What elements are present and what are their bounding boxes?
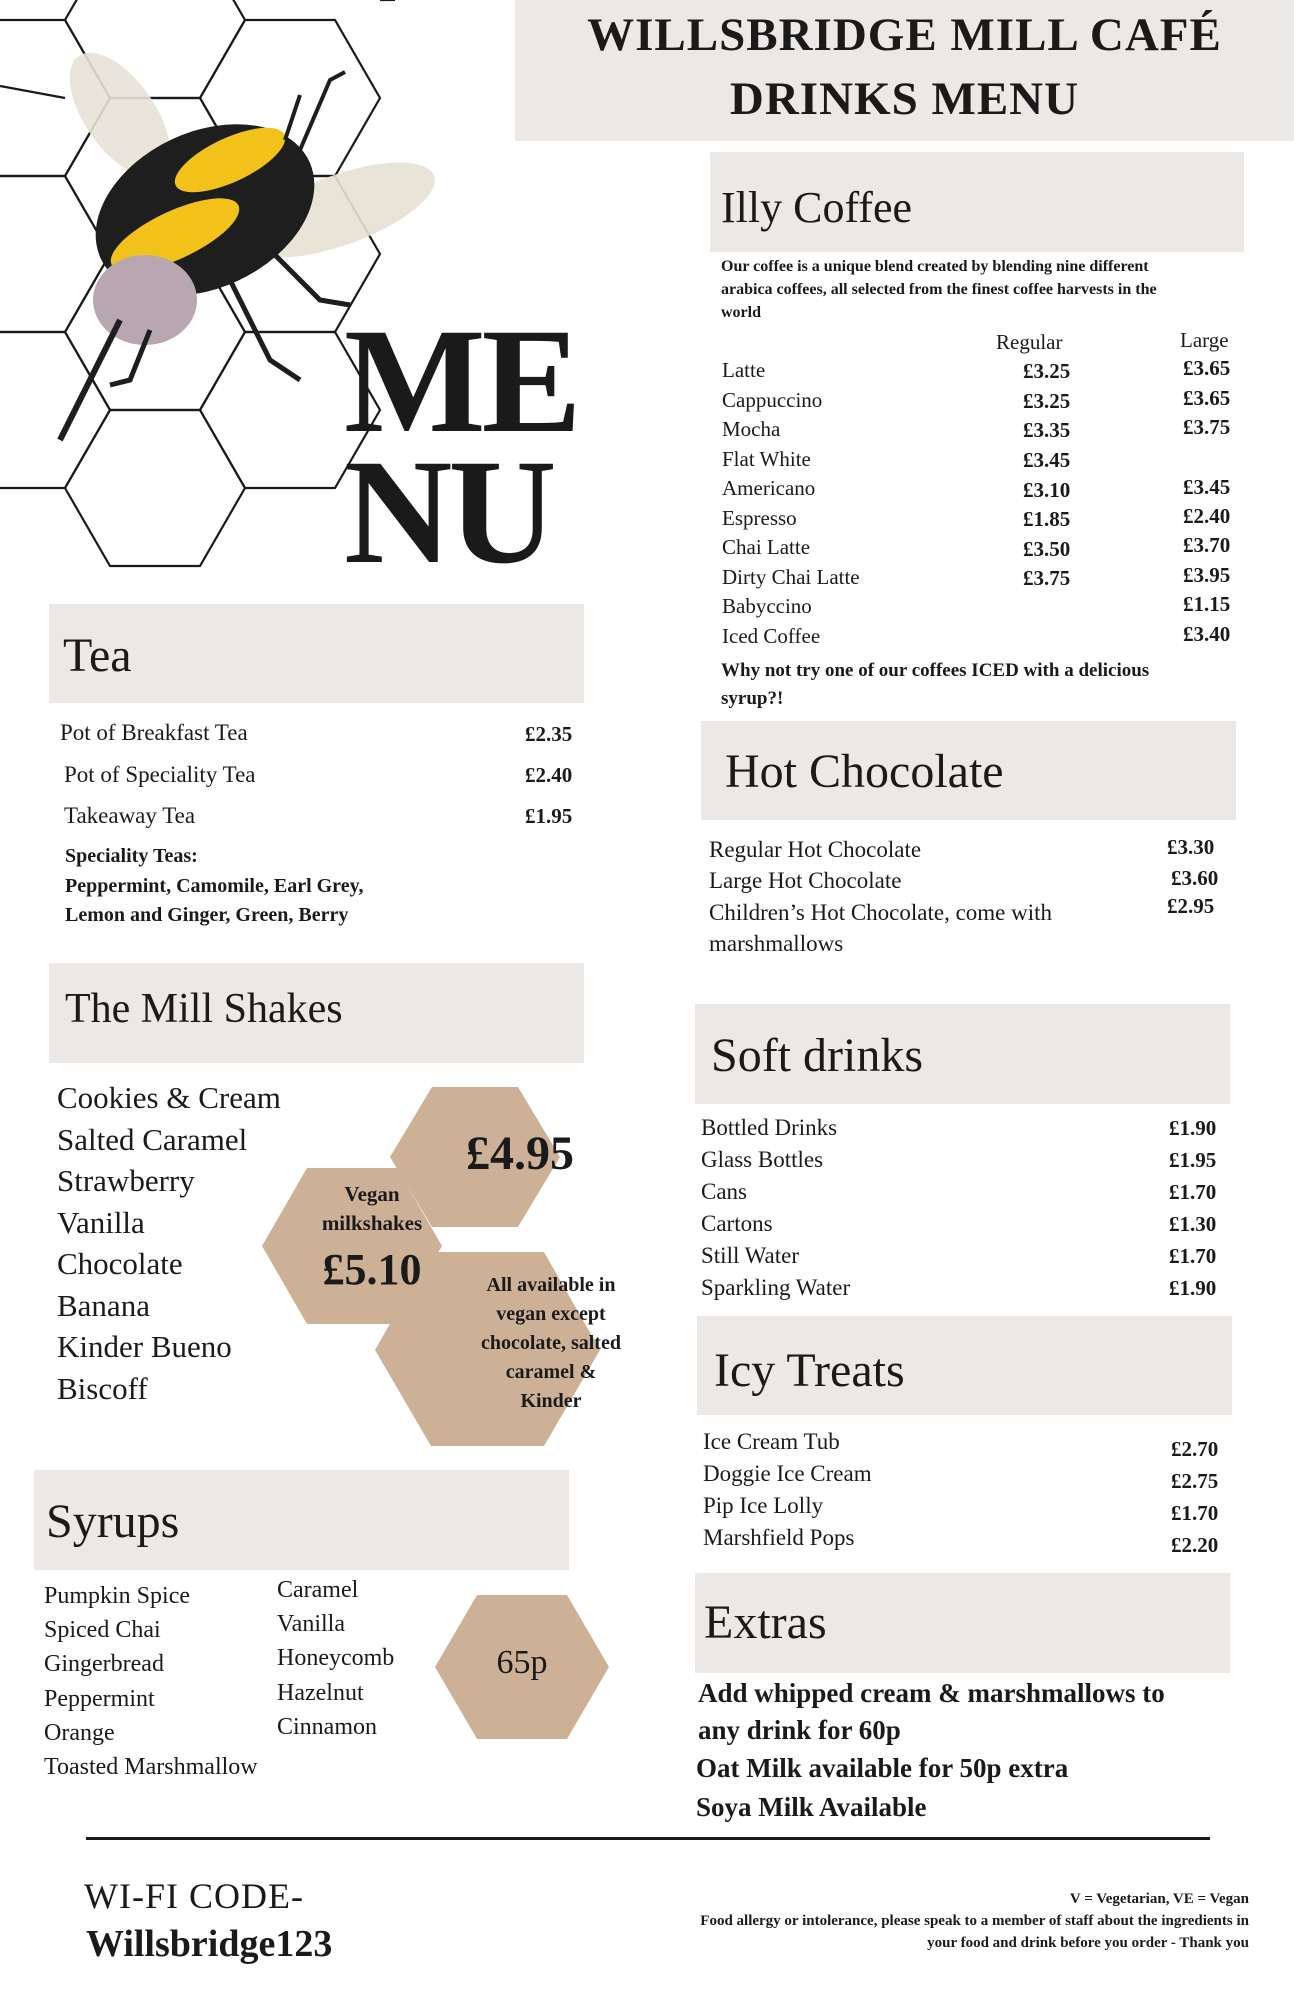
soft-drink-item: Cartons — [701, 1211, 773, 1236]
soft-drink-price: £1.70 — [1169, 1244, 1217, 1268]
coffee-title: Illy Coffee — [721, 183, 913, 232]
extras-line-4: Soya Milk Available — [696, 1792, 927, 1822]
shake-item: Banana — [57, 1288, 150, 1323]
hot-chocolate-price: £3.60 — [1171, 866, 1219, 890]
coffee-item-large: £3.45 — [1183, 475, 1231, 499]
footer-divider — [86, 1837, 1210, 1840]
coffee-item-regular: £3.10 — [1023, 478, 1071, 502]
coffee-item-regular: £3.45 — [1023, 448, 1071, 472]
coffee-item-name: Americano — [722, 476, 816, 500]
syrup-item: Peppermint — [44, 1686, 155, 1712]
diet-legend: V = Vegetarian, VE = Vegan — [1069, 1891, 1249, 1907]
vegan-note-4: caramel & — [505, 1361, 597, 1383]
coffee-item-large: £3.65 — [1183, 386, 1231, 410]
shake-price: £4.95 — [466, 1127, 574, 1180]
hot-chocolate-item-cont: marshmallows — [709, 931, 844, 956]
hero-me: ME — [344, 298, 578, 464]
header-band — [515, 0, 1294, 141]
shake-item: Salted Caramel — [57, 1122, 248, 1157]
specialty-label: Speciality Teas: — [65, 845, 198, 867]
tea-item-name: Pot of Breakfast Tea — [60, 720, 248, 745]
coffee-item-regular: £3.75 — [1023, 566, 1071, 590]
coffee-item-name: Latte — [722, 358, 766, 382]
hot-chocolate-item: Regular Hot Chocolate — [709, 837, 922, 862]
coffee-item-large: £1.15 — [1183, 592, 1231, 616]
icy-item: Ice Cream Tub — [703, 1429, 840, 1454]
soft-drink-price: £1.30 — [1169, 1212, 1217, 1236]
soft-drink-item: Bottled Drinks — [701, 1115, 838, 1140]
soft-drinks-title: Soft drinks — [711, 1029, 924, 1082]
coffee-desc-2: arabica coffees, all selected from the finest coffee harvests in the — [721, 281, 1157, 298]
coffee-item-name: Babyccino — [722, 594, 812, 618]
soft-drink-price: £1.95 — [1169, 1148, 1217, 1172]
soft-drink-item: Glass Bottles — [701, 1147, 824, 1172]
soft-drink-item: Sparkling Water — [701, 1275, 851, 1300]
tea-item-name: Pot of Speciality Tea — [64, 762, 256, 787]
coffee-note-2: syrup?! — [721, 688, 784, 709]
coffee-col-regular: Regular — [996, 330, 1063, 354]
coffee-item-name: Iced Coffee — [722, 624, 821, 648]
vegan-note-1: All available in — [486, 1274, 616, 1296]
allergy-note-1: Food allergy or intolerance, please speak to a member of staff about the ingredients in — [700, 1913, 1249, 1929]
extras-line-1: Add whipped cream & marshmallows to — [698, 1678, 1165, 1708]
hot-chocolate-price: £2.95 — [1167, 894, 1215, 918]
syrup-item: Hazelnut — [277, 1680, 364, 1706]
coffee-item-large: £3.40 — [1183, 622, 1231, 646]
coffee-item-regular: £3.25 — [1023, 389, 1071, 413]
syrup-item: Toasted Marshmallow — [44, 1754, 258, 1780]
vegan-label-2: milkshakes — [321, 1211, 423, 1235]
vegan-note-2: vegan except — [496, 1303, 606, 1325]
coffee-item-name: Mocha — [722, 417, 781, 441]
coffee-item-name: Espresso — [722, 506, 797, 530]
shake-item: Kinder Bueno — [57, 1329, 232, 1364]
shake-item: Vanilla — [57, 1205, 145, 1240]
shake-item: Cookies & Cream — [57, 1080, 281, 1115]
syrup-item: Orange — [44, 1720, 115, 1746]
tea-item-price: £2.40 — [525, 763, 573, 787]
tea-item-price: £2.35 — [525, 722, 573, 746]
syrups-title: Syrups — [46, 1495, 180, 1548]
extras-line-3: Oat Milk available for 50p extra — [696, 1753, 1069, 1783]
syrup-item: Vanilla — [277, 1611, 345, 1637]
wifi-label: WI-FI CODE- — [84, 1876, 304, 1916]
menu-subtitle: DRINKS MENU — [729, 73, 1080, 125]
hot-chocolate-item: Children’s Hot Chocolate, come with — [709, 900, 1053, 925]
coffee-item-regular: £3.25 — [1023, 359, 1071, 383]
coffee-note-1: Why not try one of our coffees ICED with a delicious — [721, 660, 1150, 681]
specialty-list-1: Peppermint, Camomile, Earl Grey, — [65, 875, 364, 897]
coffee-item-name: Chai Latte — [722, 535, 811, 559]
icy-price: £2.20 — [1171, 1533, 1219, 1557]
shakes-title: The Mill Shakes — [65, 986, 343, 1032]
soft-drink-item: Still Water — [701, 1243, 800, 1268]
icy-price: £2.75 — [1171, 1469, 1219, 1493]
coffee-item-large: £2.40 — [1183, 504, 1231, 528]
specialty-list-2: Lemon and Ginger, Green, Berry — [65, 904, 349, 926]
vegan-note-3: chocolate, salted — [481, 1332, 621, 1354]
syrup-item: Honeycomb — [277, 1645, 395, 1671]
syrup-item: Pumpkin Spice — [44, 1583, 191, 1609]
syrup-price: 65p — [496, 1644, 548, 1681]
coffee-item-large: £3.70 — [1183, 533, 1231, 557]
soft-drink-price: £1.90 — [1169, 1116, 1217, 1140]
wifi-code: Willsbridge123 — [86, 1923, 333, 1965]
tea-item-price: £1.95 — [525, 804, 573, 828]
icy-price: £1.70 — [1171, 1501, 1219, 1525]
vegan-price: £5.10 — [322, 1245, 422, 1294]
icy-item: Marshfield Pops — [703, 1525, 855, 1550]
soft-drink-price: £1.90 — [1169, 1276, 1217, 1300]
syrup-item: Spiced Chai — [44, 1617, 161, 1643]
coffee-item-name: Flat White — [722, 447, 811, 471]
tea-item-name: Takeaway Tea — [64, 803, 196, 828]
coffee-desc-1: Our coffee is a unique blend created by blending nine different — [721, 258, 1149, 275]
syrup-item: Caramel — [277, 1577, 359, 1603]
icy-item: Pip Ice Lolly — [703, 1493, 824, 1518]
icy-price: £2.70 — [1171, 1437, 1219, 1461]
syrup-item: Gingerbread — [44, 1651, 164, 1677]
hero-nu: NU — [344, 429, 553, 595]
coffee-item-regular: £3.50 — [1023, 537, 1071, 561]
tea-title: Tea — [63, 629, 132, 682]
vegan-note-5: Kinder — [520, 1390, 582, 1412]
soft-drink-item: Cans — [701, 1179, 747, 1204]
soft-drink-price: £1.70 — [1169, 1180, 1217, 1204]
extras-line-2: any drink for 60p — [698, 1715, 901, 1745]
shake-item: Biscoff — [57, 1371, 148, 1406]
shake-item: Strawberry — [57, 1163, 195, 1198]
coffee-item-large: £3.75 — [1183, 415, 1231, 439]
hot-chocolate-price: £3.30 — [1167, 835, 1215, 859]
coffee-item-name: Dirty Chai Latte — [722, 565, 860, 589]
hot-chocolate-item: Large Hot Chocolate — [709, 868, 902, 893]
icy-item: Doggie Ice Cream — [703, 1461, 872, 1486]
coffee-col-large: Large — [1180, 328, 1229, 352]
hot-chocolate-title: Hot Chocolate — [725, 745, 1004, 798]
cafe-name: WILLSBRIDGE MILL CAFÉ — [587, 9, 1222, 61]
extras-title: Extras — [704, 1596, 827, 1649]
allergy-note-2: your food and drink before you order - Thank you — [927, 1935, 1249, 1951]
coffee-item-large: £3.65 — [1183, 356, 1231, 380]
coffee-item-regular: £3.35 — [1023, 418, 1071, 442]
syrup-item: Cinnamon — [277, 1714, 377, 1740]
icy-title: Icy Treats — [714, 1344, 905, 1397]
coffee-desc-3: world — [721, 304, 761, 321]
coffee-item-name: Cappuccino — [722, 388, 823, 412]
coffee-item-large: £3.95 — [1183, 563, 1231, 587]
shake-item: Chocolate — [57, 1246, 183, 1281]
coffee-item-regular: £1.85 — [1023, 507, 1071, 531]
vegan-label-1: Vegan — [344, 1182, 400, 1206]
